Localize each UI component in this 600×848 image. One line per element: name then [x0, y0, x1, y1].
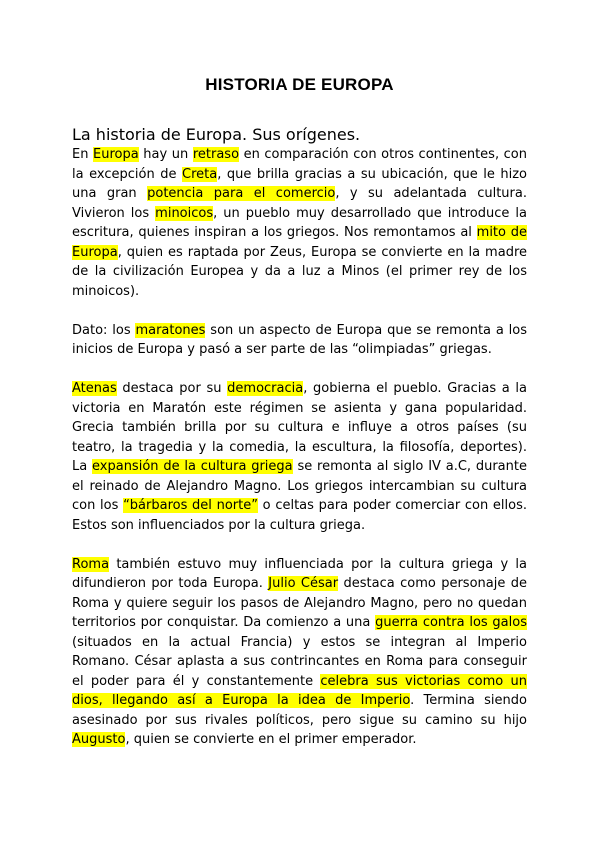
text-run: son un aspecto de Europa que se remonta a los inicios de Europa y pasó a ser parte de las “olimpiadas” griegas. [72, 322, 527, 357]
text-run: (situados en la actual Francia) y estos se integran al Imperio Romano. César aplasta a sus contrincantes en Roma para conseguir el poder para él y constantemente [72, 634, 527, 689]
text-run: hay un [138, 147, 193, 162]
highlighted-term: maratones [135, 322, 206, 338]
text-run: , un pueblo muy desarrollado que introduce la escritura, quienes inspiran a los griegos. Nos remontamos al [72, 205, 527, 240]
text-run: se remonta al siglo IV a.C, durante el reinado de Alejandro Magno. Los griegos intercambian su cultura con los [72, 459, 527, 513]
paragraph-atenas [72, 379, 527, 535]
highlighted-term: Augusto [72, 732, 126, 747]
text-run: destaca como personaje de Roma y quiere seguir los pasos de Alejandro Magno, pero no quedan territorios por conquistar. Da comienzo a una [72, 576, 527, 630]
highlighted-term: Julio César [268, 576, 339, 591]
highlighted-term: Atenas [72, 381, 117, 396]
text-run: Dato: los [72, 322, 136, 338]
text-run: destaca por su [116, 381, 228, 396]
text-run: , y su adelantada cultura. Vivieron los [72, 186, 527, 221]
paragraph-dato [72, 321, 527, 360]
text-run: en comparación con otros continentes, con la excepción de [72, 147, 527, 182]
text-run: o celtas para poder comerciar con ellos. Estos son influenciados por la cultura griega. [72, 498, 527, 533]
paragraph-roma [72, 555, 527, 750]
highlighted-term: potencia para el comercio [147, 186, 336, 201]
highlighted-term: Europa [93, 147, 139, 162]
highlighted-term: retraso [192, 147, 240, 162]
highlighted-term: Creta [182, 166, 218, 182]
paragraph-origins [72, 145, 527, 301]
text-run: En [72, 147, 94, 162]
highlighted-term: “bárbaros del norte” [123, 498, 258, 513]
text-run: también estuvo muy influenciada por la cultura griega y la difundieron por toda Europa. [72, 556, 527, 591]
section-heading: La historia de Europa. Sus orígenes. [72, 125, 361, 144]
highlighted-term: democracia [227, 381, 304, 396]
text-run: , gobierna el pueblo. Gracias a la victoria en Maratón este régimen se asienta y gana popularidad. Grecia también brilla por su cultura e influye a otros países (su teatro, la tragedia y la comedia, la escultura, la filosofía, deportes). La [72, 381, 527, 474]
highlighted-term: expansión de la cultura griega [92, 459, 293, 474]
text-run: . Termina siendo asesinado por sus rivales políticos, pero sigue su camino su hijo [72, 693, 527, 728]
document-body [72, 145, 527, 750]
text-run: , que brilla gracias a su ubicación, que le hizo una gran [72, 166, 528, 201]
highlighted-term: guerra contra los galos [375, 615, 527, 630]
document-title: HISTORIA DE EUROPA [205, 75, 394, 94]
highlighted-term: mito de Europa [72, 225, 527, 260]
highlighted-term: minoicos [155, 205, 214, 221]
highlighted-term: Roma [72, 556, 110, 572]
text-run: , quien es raptada por Zeus, Europa se convierte en la madre de la civilización Europea y da a luz a Minos (el primer rey de los minoicos). [72, 244, 527, 299]
text-run: , quien se convierte en el primer emperador. [125, 732, 417, 747]
highlighted-term: celebra sus victorias como un dios, llegando así a Europa la idea de Imperio [72, 673, 528, 708]
